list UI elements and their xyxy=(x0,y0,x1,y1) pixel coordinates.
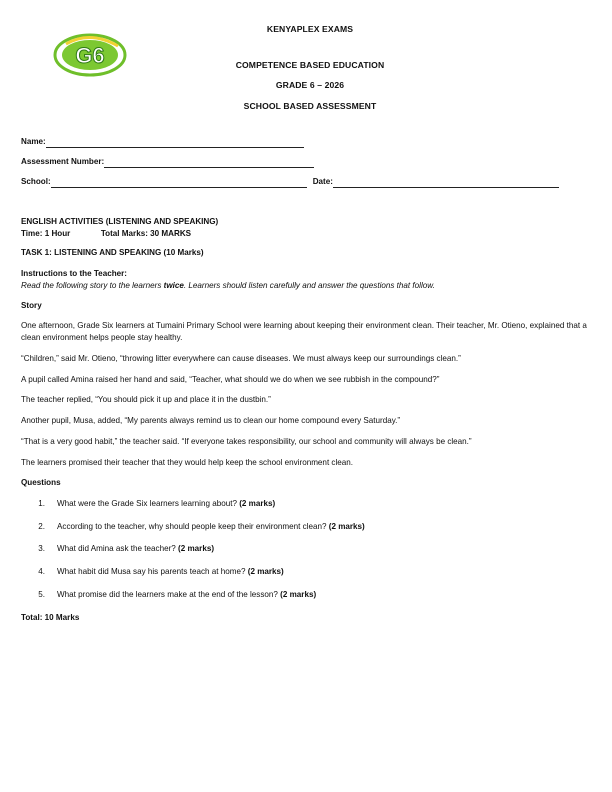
question-number: 2. xyxy=(38,521,45,531)
name-line[interactable] xyxy=(46,139,304,148)
date-line[interactable] xyxy=(333,179,559,188)
subject-title: ENGLISH ACTIVITIES (LISTENING AND SPEAKING) xyxy=(21,217,219,226)
instructions-emphasis: twice xyxy=(163,280,184,290)
question-text: What did Amina ask the teacher? xyxy=(57,544,179,554)
question-text: What habit did Musa say his parents teach at home? xyxy=(57,567,248,577)
question-number: 1. xyxy=(38,499,45,509)
question-marks: (2 marks) xyxy=(178,544,215,554)
name-label: Name: xyxy=(21,137,46,147)
logo-text: G6 xyxy=(75,43,105,68)
school-line[interactable] xyxy=(51,179,307,188)
school-label: School: xyxy=(21,177,51,187)
assessment-number-line[interactable] xyxy=(104,159,314,168)
question-item xyxy=(21,566,596,578)
question-text: What were the Grade Six learners learning about? xyxy=(57,499,240,509)
school-date-field xyxy=(21,178,596,188)
org-title: KENYAPLEX EXAMS xyxy=(266,24,354,34)
question-marks: (2 marks) xyxy=(247,567,284,577)
question-text: What promise did the learners make at the end of the lesson? xyxy=(57,589,281,599)
question-marks: (2 marks) xyxy=(239,499,276,509)
story-paragraph: One afternoon, Grade Six learners at Tumaini Primary School were learning about keeping their environment clean. Their teacher, Mr. Otieno, explained that a clean environment helps people stay healthy. xyxy=(21,321,587,343)
total-marks: Total Marks: 30 MARKS xyxy=(100,228,192,238)
assessment-number-label: Assessment Number: xyxy=(21,157,105,167)
exam-body xyxy=(21,138,596,623)
story-paragraph: A pupil called Amina raised her hand and said, “Teacher, what should we do when we see rubbish in the compound?” xyxy=(21,374,440,384)
questions-list xyxy=(21,498,596,601)
questions-heading: Questions xyxy=(21,478,61,488)
total-marks-footer: Total: 10 Marks xyxy=(21,612,80,622)
question-marks: (2 marks) xyxy=(328,521,365,531)
story-paragraph: “Children,” said Mr. Otieno, “throwing litter everywhere can cause diseases. We must always keep our surroundings clean.” xyxy=(21,353,461,363)
question-item xyxy=(21,498,596,510)
question-number: 3. xyxy=(38,544,45,554)
header-line-2: GRADE 6 – 2026 xyxy=(275,80,345,90)
question-number: 4. xyxy=(38,567,45,577)
question-number: 5. xyxy=(38,589,45,599)
story-paragraph: “That is a very good habit,” the teacher said. “If everyone takes responsibility, our school and community will always be clean.” xyxy=(21,436,472,446)
name-field xyxy=(21,138,596,148)
question-item xyxy=(21,589,596,601)
g6-logo xyxy=(52,32,128,78)
header-line-3: SCHOOL BASED ASSESSMENT xyxy=(243,101,377,111)
instructions-heading: Instructions to the Teacher: xyxy=(21,269,127,279)
question-item xyxy=(21,543,596,555)
instructions-text: Read the following story to the learners twice. Learners should listen carefully and answer the questions that follow. xyxy=(21,280,435,290)
task-heading: TASK 1: LISTENING AND SPEAKING (10 Marks) xyxy=(21,248,204,258)
question-item xyxy=(21,521,596,533)
story-paragraph: The teacher replied, “You should pick it up and place it in the dustbin.” xyxy=(21,395,271,405)
question-text: According to the teacher, why should people keep their environment clean? xyxy=(57,521,329,531)
question-marks: (2 marks) xyxy=(280,589,317,599)
date-label: Date: xyxy=(312,177,333,187)
subject-meta xyxy=(21,228,596,240)
assessment-number-field xyxy=(21,158,596,168)
header-line-1: COMPETENCE BASED EDUCATION xyxy=(235,60,385,70)
story-heading: Story xyxy=(21,300,42,310)
time-allowed: Time: 1 Hour xyxy=(21,228,71,238)
story-paragraph: The learners promised their teacher that they would help keep the school environment clean. xyxy=(21,457,354,467)
story-paragraph: Another pupil, Musa, added, “My parents always remind us to clean our home compound every Saturday.” xyxy=(21,416,401,426)
